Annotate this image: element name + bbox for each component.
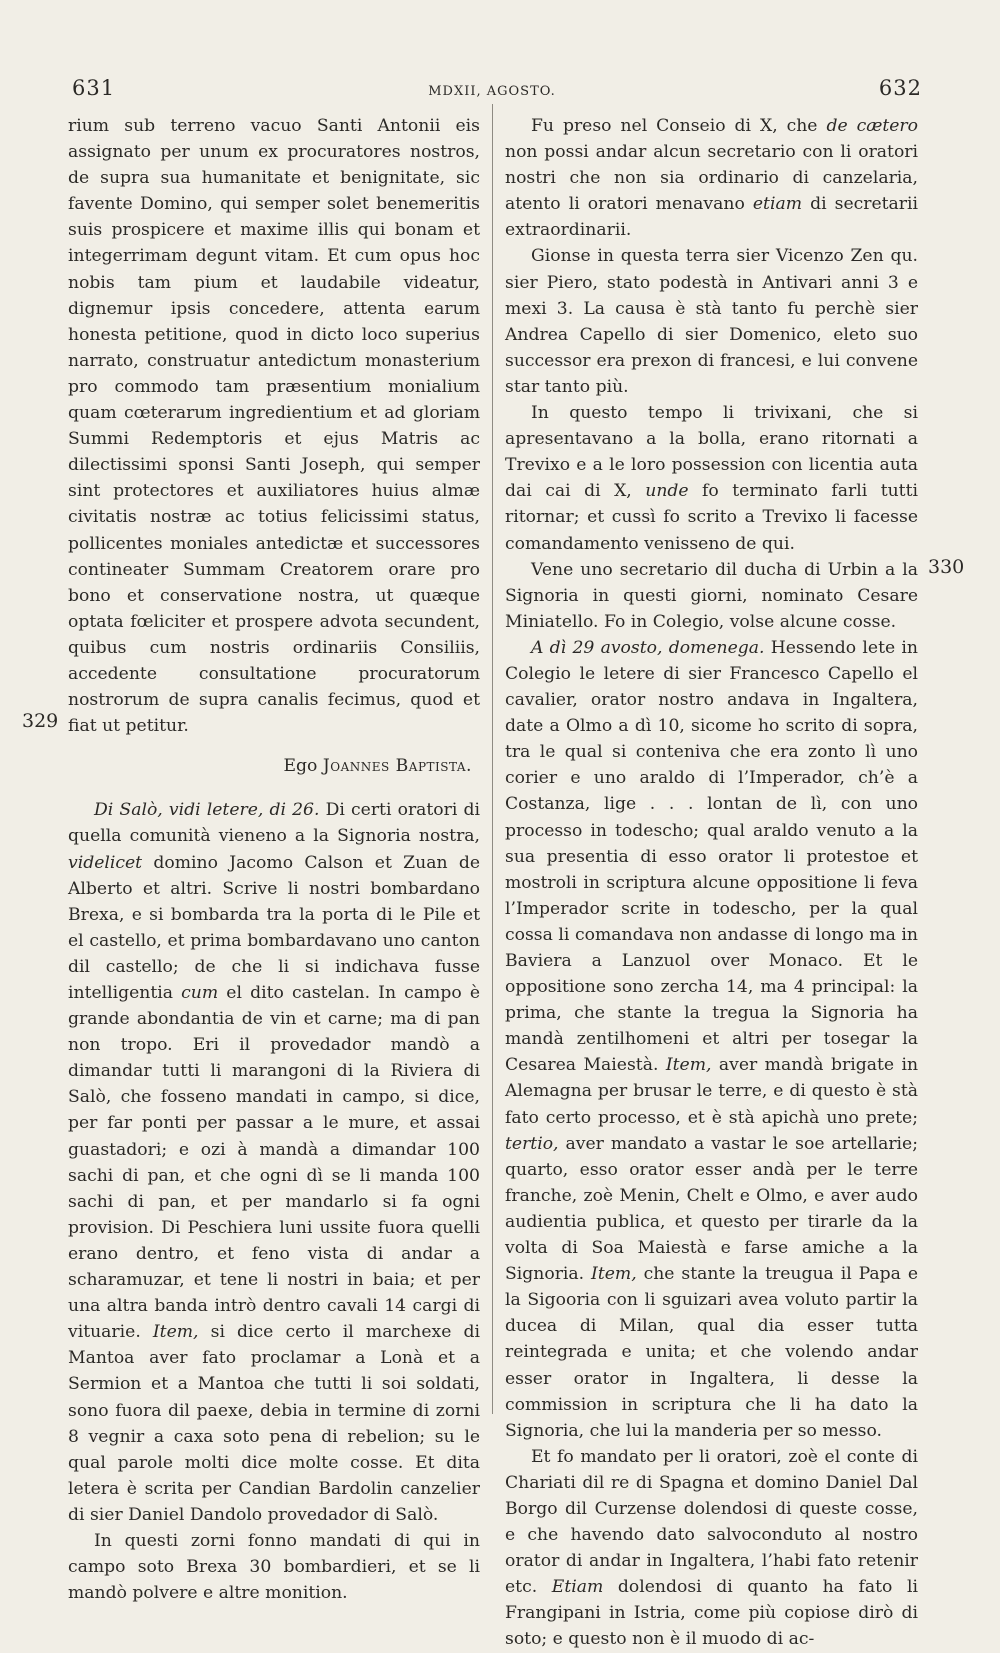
page-header — [62, 76, 922, 106]
entry-heading: A dì 29 avosto, domenega. — [531, 637, 765, 658]
paragraph-bombardieri: In questi zorni fonno mandati di qui in campo soto Brexa 30 bombardieri, et se li mandò polvere e altre monition. — [68, 1530, 480, 1604]
paragraph-oratori: Et fo mandato per li oratori, zoè el conte di Chariati dil re di Spagna et domino Daniel Dal Borgo dil Curzense dolendosi di queste cosse, e che havendo dato salvoconduto al nostro orator di andar in Ingaltera, l’habi fato retenir etc. Etiam dolendosi di quanto ha fato li Frangipani in Istria, come più copiose dirò di soto; e questo non è il muodo di ac- — [505, 1446, 918, 1650]
page-number-left: 631 — [72, 76, 116, 100]
left-column — [68, 113, 480, 1606]
page-number-right: 632 — [878, 76, 922, 100]
paragraph-conseio: Fu preso nel Conseio di X, che de cætero non possi andar alcun secretario con li oratori nostri che non sia ordinario di canzelaria, atento li oratori menavano etiam di secretarii extraordinarii. — [505, 116, 919, 241]
signature — [68, 753, 480, 779]
margin-number-right: 330 — [928, 556, 965, 578]
right-column — [505, 113, 918, 1653]
column-divider — [492, 104, 493, 1414]
signature-name: Joannes Baptista. — [322, 756, 472, 777]
paragraph-trivixani: In questo tempo li trivixani, che si apresentavano a la bolla, erano ritornati a Trevixo e a le loro possession con licentia auta dai cai di X, unde fo terminato farli tutti ritornar; et cussì fo scrito a Trevixo li facesse comandamento venisseno de qui. — [505, 403, 918, 554]
margin-number-left: 329 — [22, 710, 59, 732]
signature-ego: Ego — [283, 756, 318, 777]
paragraph-urbin: Vene uno secretario dil ducha di Urbin a la Signoria in questi giorni, nominato Cesare Miniatello. Fo in Colegio, volse alcune cosse. — [505, 559, 918, 632]
paragraph-salo-letters: Di Salò, vidi letere, di 26. Di certi oratori di quella comunità vieneno a la Signoria nostra, videlicet domino Jacomo Calson et Zuan de Alberto et altri. Scrive li nostri bombardano Brexa, e si bombarda tra la porta di le Pile et el castello, et prima bombardavano uno canton dil castello; de che li si indichava fusse intelligentia cum el dito castelan. In campo è grande abondantia de vin et carne; ma di pan non tropo. Eri il provedador mandò a dimandar tutti li marangoni di la Riviera di Salò, che fosseno mandati in campo, si dice, per far ponti per passar a le mure, et assai guastadori; e ozi à mandà a dimandar 100 sachi di pan, et che ogni dì se li manda 100 sachi di pan, et per mandarlo si fa ogni provision. Di Peschiera luni ussite fuora quelli erano dentro, et feno vista di andar a scharamuzar, et tene li nostri in baia; et per una altra banda intrò dentro cavali 14 cargi di vituarie. Item, si dice certo il marchexe di Mantoa aver fato proclamar a Lonà et a Sermion et a Mantoa che tutti li soi soldati, sono fuora dil paexe, debia in termine di zorni 8 vegnir a caxa soto pena di rebelion; su le qual parole molti dice molte cosse. Et dita letera è scrita per Candian Bardolin canzelier di sier Daniel Dandolo provedador di Salò. — [68, 800, 481, 1525]
running-title: MDXII, AGOSTO. — [428, 84, 556, 99]
paragraph-29-avosto: A dì 29 avosto, domenega. Hessendo lete in Colegio le letere di sier Francesco Capello el cavalier, orator nostro andava in Ingaltera, date a Olmo a dì 10, sicome ho scrito di sopra, tra le qual si conteniva che era zonto lì uno corier e uno araldo di l’Imperador, ch’è a Costanza, lige . . . lontan de lì, con uno processo in todescho; qual araldo venuto a la sua presentia di esso orator li protestoe et mostroli in scriptura alcune oppositione li feva l’Imperador scrite in todescho, per la qual cossa li comandava non andasse di longo ma in Baviera a Lanzuol over Monaco. Et le oppositione sono zercha 14, ma 4 principal: la prima, che stante la tregua la Signoria ha mandà zentilhomeni et altri per tosegar la Cesarea Maiestà. Item, aver mandà brigate in Alemagna per brusar le terre, e di questo è stà fato certo processo, et è stà apichà uno prete; tertio, aver mandato a vastar le soe artellarie; quarto, esso orator esser andà per le terre franche, zoè Menin, Chelt e Olmo, e aver audo audientia publica, et questo per tirarle da la volta di Soa Maiestà e farse amiche a la Signoria. Item, che stante la treugua il Papa e la Sigooria con li sguizari avea voluto partir la ducea di Milan, qual dia esser tutta reintegrada e unita; et che volendo andar esser orator in Ingaltera, li desse la commission in scriptura che li ha dato la Signoria, che lui la manderia per so messo. — [505, 637, 919, 1441]
entry-heading: Di Salò, vidi letere, di 26. — [94, 800, 320, 821]
paragraph-latin-decree: rium sub terreno vacuo Santi Antonii eis assignato per unum ex procuratores nostros, de supra sua humanitate et benignitate, sic favente Domino, qui semper solet benemeritis suis prospicere et maxime illis qui bonam et integerrimam degunt vitam. Et cum opus hoc nobis tam pium et laudabile videatur, dignemur ipsis concedere, attenta earum honesta petitione, quod in dicto loco superius narrato, construatur antedictum monasterium pro commodo tam præsentium monialium quam cœterarum ingredientium et ad gloriam Summi Redemptoris et ejus Matris ac dilectissimi sponsi Santi Joseph, qui semper sint protectores et auxiliatores huius almæ civitatis nostræ ac totius felicissimi status, pollicentes moniales antedictæ et successores contineater Summam Creatorem orare pro bono et conservatione nostra, ut quæque optata fœliciter et prospere advota secundent, quibus cum nostris ordinariis Consiliis, accedente consultatione procuratorum nostrorum de supra canalis fecimus, quod et fiat ut petitur. — [68, 116, 480, 737]
paragraph-zen: Gionse in questa terra sier Vicenzo Zen qu. sier Piero, stato podestà in Antivari anni 3 e mexi 3. La causa è stà tanto fu perchè sier Andrea Capello di sier Domenico, eleto suo successor era prexon di francesi, e lui convene star tanto più. — [505, 246, 918, 397]
